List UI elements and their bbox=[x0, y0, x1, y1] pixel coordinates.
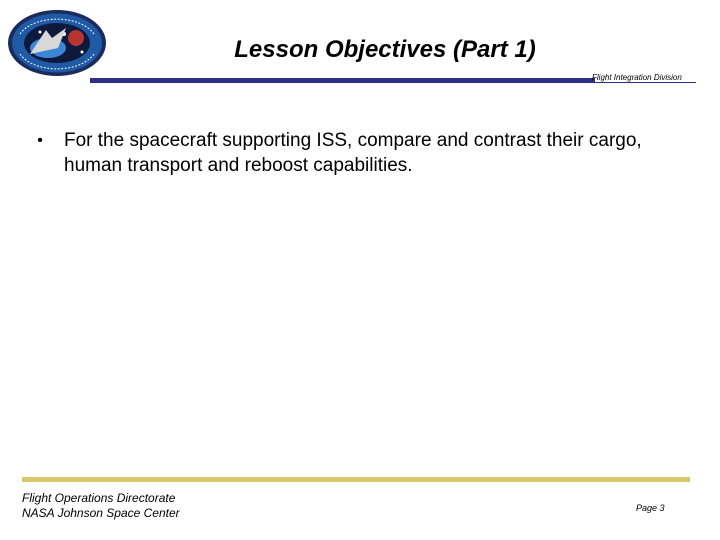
footer-center: NASA Johnson Space Center bbox=[22, 506, 180, 520]
slide-title: Lesson Objectives (Part 1) bbox=[234, 36, 536, 63]
bullet-text: For the spacecraft supporting ISS, compare and contrast their cargo, human transport and reboost capabilities. bbox=[64, 130, 642, 176]
mission-patch-logo-icon bbox=[6, 8, 108, 78]
footer-directorate: Flight Operations Directorate bbox=[22, 491, 176, 505]
division-label: Flight Integration Division bbox=[592, 73, 682, 82]
page-number: Page 3 bbox=[636, 503, 665, 513]
header-rule bbox=[90, 78, 595, 83]
header-thin-rule bbox=[592, 82, 696, 83]
bullet-dot-icon: • bbox=[37, 132, 43, 149]
bullet-item bbox=[30, 128, 690, 178]
footer-org bbox=[22, 491, 180, 521]
footer-rule bbox=[22, 477, 690, 482]
slide-content bbox=[30, 128, 690, 178]
